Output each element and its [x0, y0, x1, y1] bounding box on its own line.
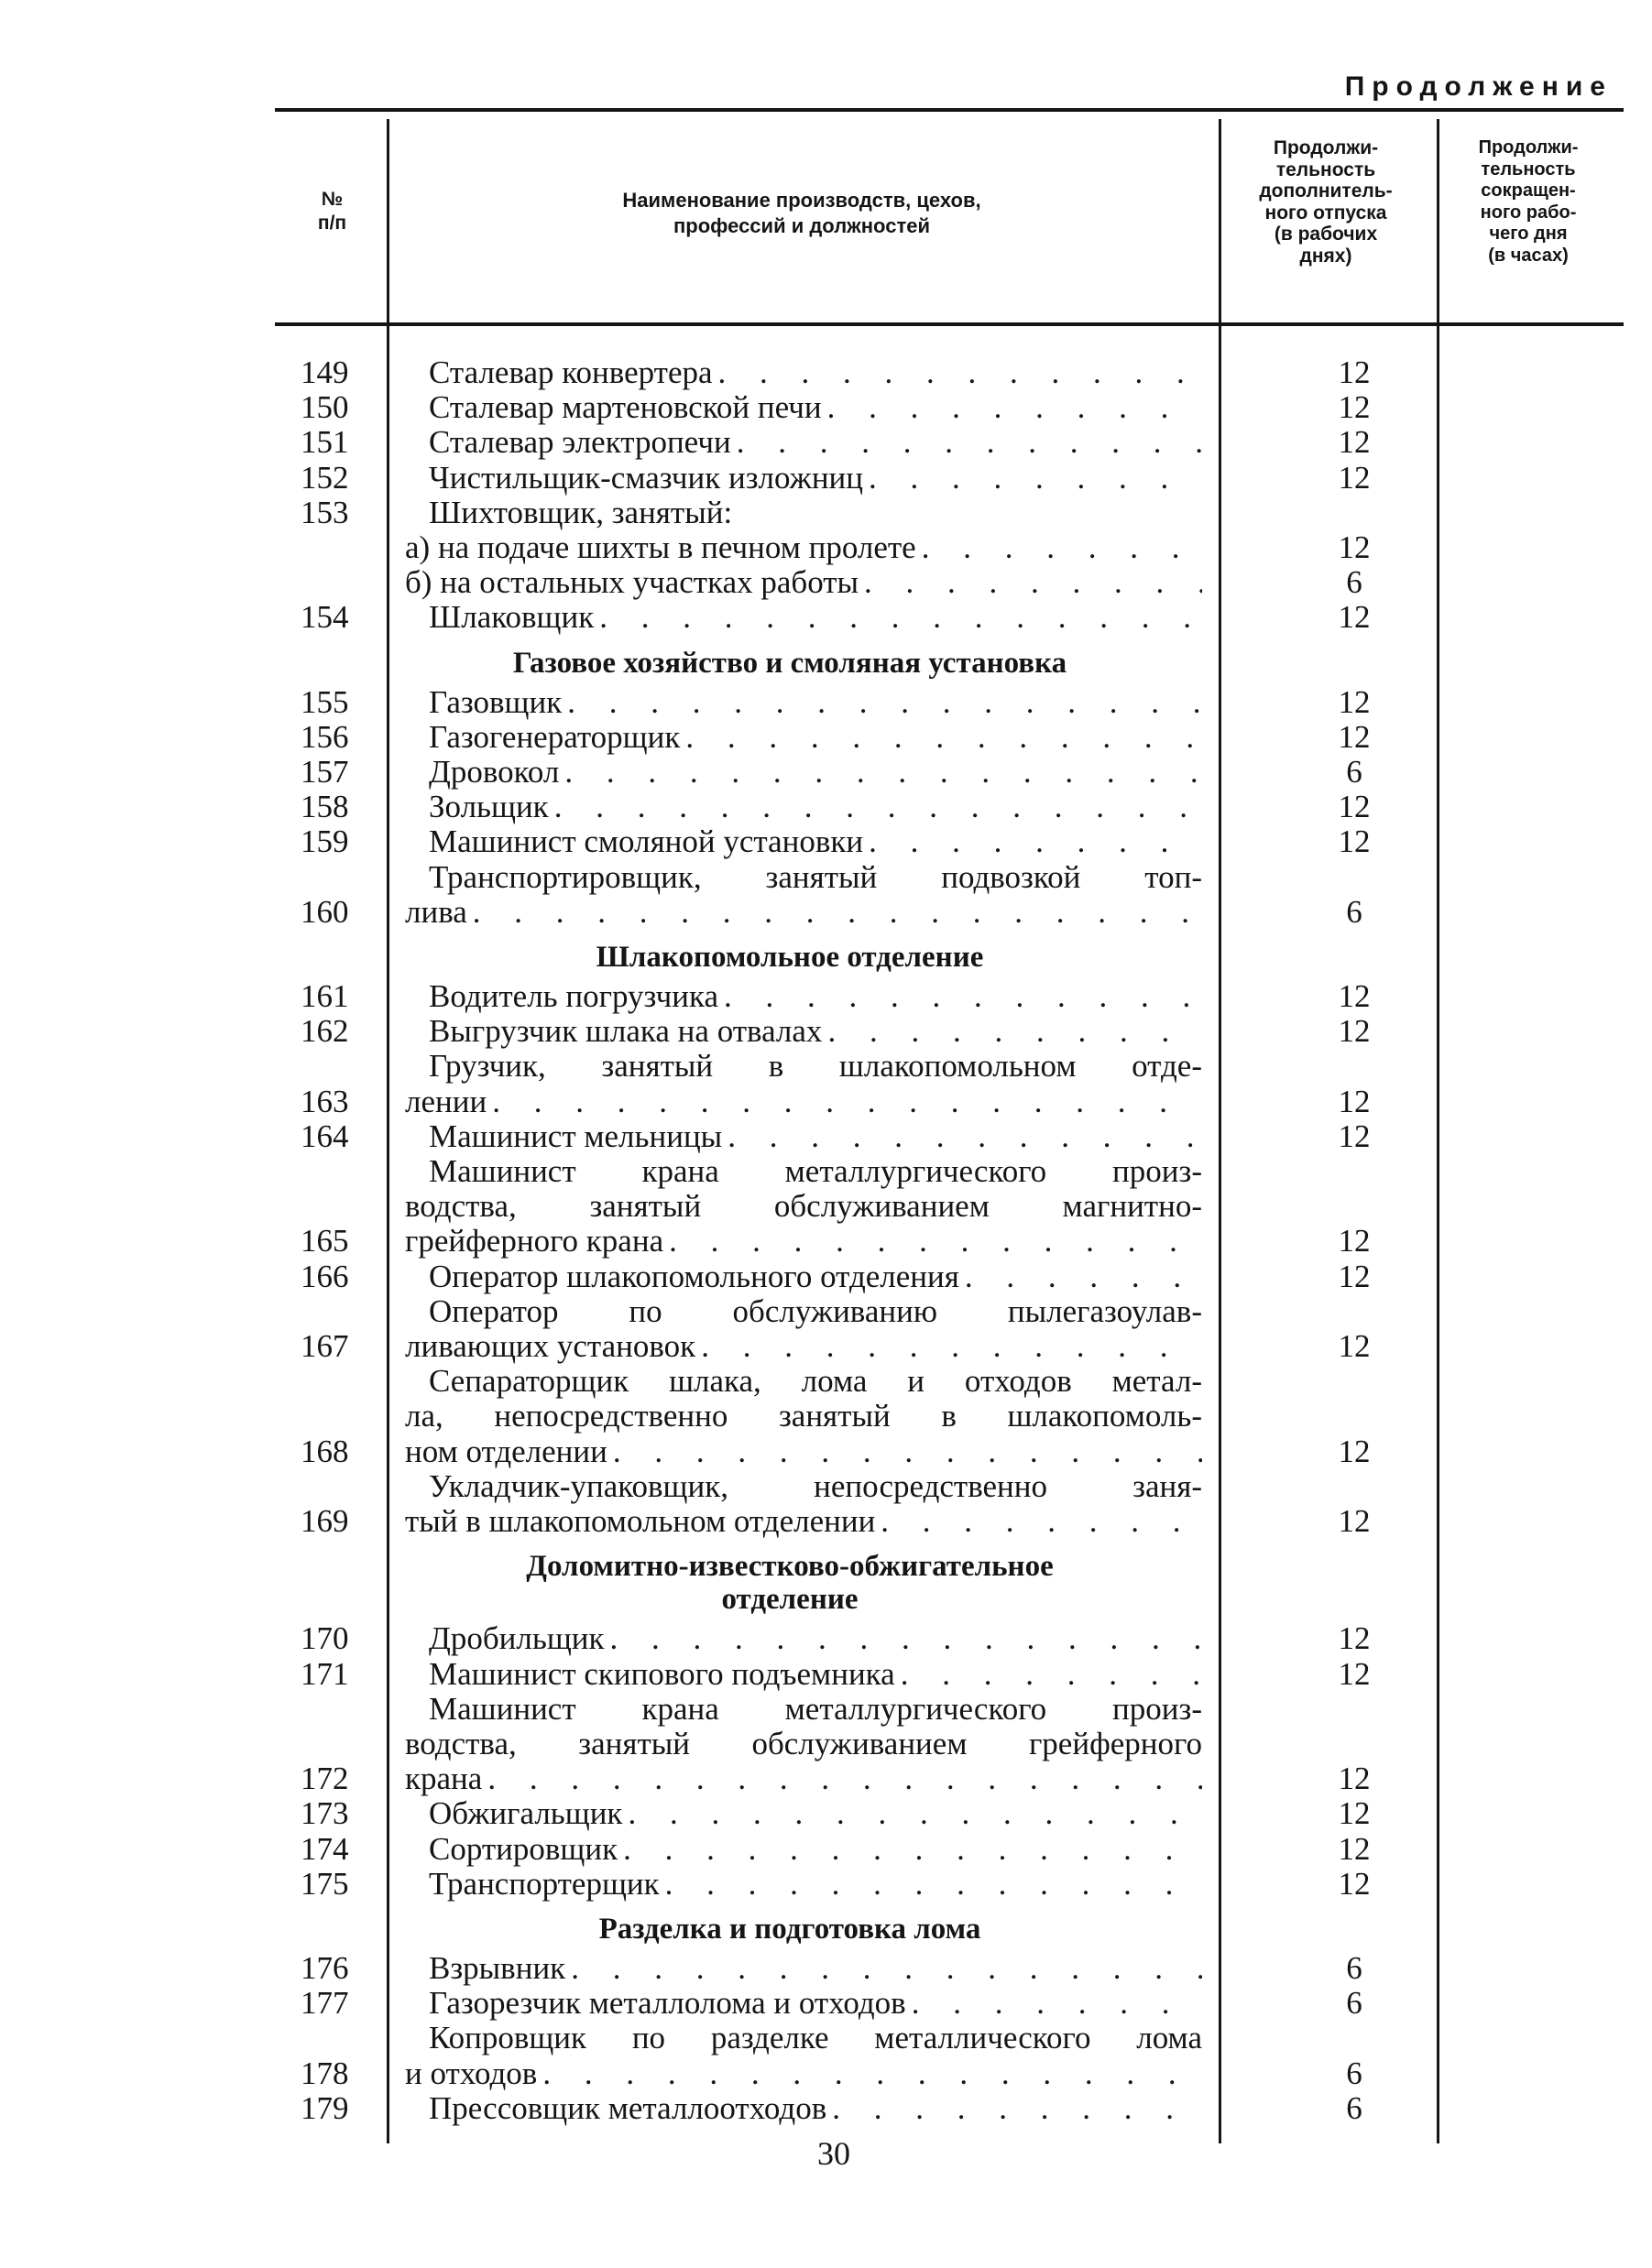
occupation-name-line — [405, 1832, 1202, 1867]
dot-leader — [895, 1657, 1202, 1692]
dot-leader — [680, 720, 1202, 755]
occupation-name-line — [405, 390, 1202, 425]
dot-leader — [863, 824, 1202, 859]
dot-leader — [622, 1796, 1202, 1831]
occupation-name-text: Газогенераторщик — [429, 719, 681, 755]
row-number: 165 — [301, 1223, 349, 1259]
table-row — [275, 1832, 1622, 1867]
row-number: 175 — [301, 1865, 349, 1902]
occupation-name-line — [405, 1951, 1202, 1986]
additional-leave-days: 12 — [1338, 718, 1371, 755]
additional-leave-days: 12 — [1338, 1830, 1371, 1867]
dot-leader — [537, 2056, 1202, 2091]
table-row — [275, 1621, 1622, 1656]
occupation-name-text: тый в шлакопомольном отделении — [405, 1504, 876, 1540]
additional-leave-days: 6 — [1346, 2089, 1362, 2126]
additional-leave-days: 12 — [1338, 1118, 1371, 1154]
occupation-name-text: Выгрузчик шлака на отвалах — [429, 1014, 823, 1050]
occupation-name-text: Водитель погрузчика — [429, 979, 718, 1015]
section-heading-line: Разделка и подготовка лома — [598, 1912, 981, 1946]
occupation-name-line — [405, 1621, 1202, 1656]
header-shortened-day: Продолжи- тельность сокращен- ного рабо- чего дня (в часах) — [1478, 137, 1579, 266]
occupation-name-text: Машинист скипового подъемника — [429, 1656, 895, 1692]
occupation-name — [377, 755, 1202, 790]
row-number: 156 — [301, 718, 349, 755]
section-heading — [377, 1539, 1202, 1621]
dot-leader — [549, 790, 1202, 824]
section-heading — [377, 636, 1202, 685]
occupation-name-text: Взрывник — [429, 1950, 566, 1986]
table-row — [275, 1986, 1622, 2021]
occupation-name-line — [405, 1154, 1202, 1189]
occupation-name — [377, 685, 1202, 720]
occupation-name — [377, 1657, 1202, 1692]
occupation-name-line — [405, 1657, 1202, 1692]
row-number: 176 — [301, 1949, 349, 1986]
row-number: 152 — [301, 459, 349, 496]
occupation-name-text: крана — [405, 1761, 483, 1797]
occupation-name-text: б) на остальных участках работы — [405, 565, 859, 601]
table-row — [275, 685, 1622, 720]
table-row — [275, 1154, 1622, 1259]
table-row — [275, 1049, 1622, 1118]
header-additional-leave: Продолжи- тельность дополнитель- ного отпуска (в рабочих днях) — [1259, 137, 1393, 267]
additional-leave-days: 12 — [1338, 424, 1371, 461]
occupation-name — [377, 860, 1202, 930]
dot-leader — [482, 1761, 1202, 1796]
dot-leader — [618, 1832, 1202, 1867]
occupation-name-text: Дробильщик — [429, 1621, 605, 1657]
occupation-name-line — [405, 1259, 1202, 1294]
dot-leader — [695, 1329, 1202, 1364]
occupation-name-text: а) на подаче шихты в печном пролете — [405, 530, 916, 566]
occupation-name — [377, 1469, 1202, 1539]
occupation-name-text: Грузчик, занятый в шлакопомольном отде- — [429, 1049, 1202, 1085]
occupation-name-text: Обжигальщик — [429, 1796, 623, 1832]
occupation-name-line — [405, 1014, 1202, 1049]
occupation-name-text: Сортировщик — [429, 1831, 618, 1867]
occupation-name-line — [405, 461, 1202, 496]
occupation-name-text: Прессовщик металлоотходов — [429, 2090, 827, 2126]
occupation-name-line — [405, 355, 1202, 390]
occupation-name-line — [405, 2056, 1202, 2091]
occupation-name-text: Шлаковщик — [429, 600, 595, 636]
dot-leader — [607, 1434, 1202, 1469]
occupation-name-text: Оператор шлакопомольного отделения — [429, 1259, 959, 1294]
occupation-name — [377, 979, 1202, 1014]
occupation-name-text: Зольщик — [429, 790, 549, 825]
dot-leader — [859, 565, 1202, 600]
occupation-name — [377, 425, 1202, 460]
row-number: 172 — [301, 1761, 349, 1797]
row-number: 173 — [301, 1795, 349, 1832]
occupation-name-line — [405, 790, 1202, 824]
occupation-name-text: ливающих установок — [405, 1329, 696, 1365]
occupation-name — [377, 790, 1202, 824]
table-row — [275, 790, 1622, 824]
occupation-name-line — [405, 1049, 1202, 1084]
occupation-name — [377, 1832, 1202, 1867]
additional-leave-days: 12 — [1338, 599, 1371, 636]
row-number: 159 — [301, 823, 349, 860]
table-row — [275, 1951, 1622, 1986]
occupation-name-text: Машинист крана металлургического произ- — [429, 1154, 1202, 1190]
section-heading-line: Газовое хозяйство и смоляная установка — [512, 646, 1067, 680]
occupation-name — [377, 824, 1202, 859]
occupation-name — [377, 1294, 1202, 1364]
occupation-name-text: и отходов — [405, 2055, 538, 2091]
occupation-name — [377, 600, 1202, 635]
occupation-name-line — [405, 496, 1202, 530]
additional-leave-days: 12 — [1338, 1795, 1371, 1832]
occupation-name-line — [405, 979, 1202, 1014]
occupation-name-line — [405, 1189, 1202, 1224]
row-number: 153 — [301, 494, 349, 530]
occupation-name — [377, 461, 1202, 496]
dot-leader — [916, 530, 1202, 565]
occupation-name-line — [405, 720, 1202, 755]
occupation-name-line — [405, 1986, 1202, 2021]
row-number: 167 — [301, 1328, 349, 1365]
table-row — [275, 755, 1622, 790]
dot-leader — [826, 2091, 1202, 2126]
occupation-name-text: лива — [405, 894, 467, 930]
occupation-name — [377, 1049, 1202, 1118]
table-row — [275, 1657, 1622, 1692]
occupation-name — [377, 1014, 1202, 1049]
table-row — [275, 2091, 1622, 2126]
row-number: 169 — [301, 1503, 349, 1540]
table-row — [275, 1469, 1622, 1539]
occupation-name-line — [405, 1294, 1202, 1329]
row-number: 155 — [301, 683, 349, 720]
occupation-name — [377, 1154, 1202, 1259]
occupation-name-line — [405, 565, 1202, 600]
table-row — [275, 1796, 1622, 1831]
additional-leave-days: 12 — [1338, 1083, 1371, 1119]
table-row — [275, 1364, 1622, 1469]
occupation-name-text: Чистильщик-смазчик изложниц — [429, 460, 864, 496]
table-body — [275, 355, 1622, 2126]
dot-leader — [660, 1867, 1202, 1902]
additional-leave-days: 12 — [1338, 1328, 1371, 1365]
additional-leave-days: 6 — [1346, 2055, 1362, 2091]
header-bottom-rule — [275, 322, 1624, 326]
occupation-name-text: водства, занятый обслуживанием грейферного — [405, 1726, 1202, 1761]
row-number: 177 — [301, 1985, 349, 2022]
additional-leave-days: 12 — [1338, 1761, 1371, 1797]
occupation-name-text: Газорезчик металлолома и отходов — [429, 1986, 906, 2022]
table-row — [275, 1259, 1622, 1294]
table-row — [275, 496, 1622, 530]
header-number: № п/п — [317, 189, 347, 234]
occupation-name-line — [405, 1364, 1202, 1399]
occupation-name-line — [405, 2021, 1202, 2055]
additional-leave-days: 12 — [1338, 1223, 1371, 1259]
occupation-name-line — [405, 895, 1202, 930]
table-row — [275, 530, 1622, 565]
additional-leave-days: 12 — [1338, 529, 1371, 566]
table-row — [275, 1692, 1622, 1797]
row-number: 161 — [301, 978, 349, 1015]
row-number: 157 — [301, 754, 349, 791]
occupation-name-text: Сепараторщик шлака, лома и отходов метал- — [429, 1364, 1202, 1400]
occupation-name-text: Газовщик — [429, 684, 563, 720]
occupation-name — [377, 496, 1202, 530]
occupation-name-line — [405, 1692, 1202, 1727]
table-row — [275, 425, 1622, 460]
table-row — [275, 979, 1622, 1014]
additional-leave-days: 12 — [1338, 789, 1371, 825]
dot-leader — [731, 425, 1202, 460]
additional-leave-days: 12 — [1338, 1433, 1371, 1469]
row-number: 149 — [301, 354, 349, 390]
occupation-name-text: Укладчик-упаковщик, непосредственно заня- — [429, 1468, 1202, 1504]
row-number: 160 — [301, 893, 349, 930]
section-heading-line: отделение — [721, 1583, 859, 1617]
occupation-name-text: Сталевар конвертера — [429, 355, 713, 390]
row-number: 171 — [301, 1655, 349, 1692]
table-row — [275, 461, 1622, 496]
dot-leader — [718, 979, 1202, 1014]
occupation-name-line — [405, 530, 1202, 565]
row-number: 170 — [301, 1620, 349, 1657]
occupation-name-line — [405, 1399, 1202, 1434]
table-row — [275, 565, 1622, 600]
dot-leader — [822, 1014, 1202, 1049]
occupation-name-line — [405, 1119, 1202, 1154]
table-row — [275, 1294, 1622, 1364]
occupation-name — [377, 2091, 1202, 2126]
row-number: 150 — [301, 389, 349, 426]
occupation-name-line — [405, 1085, 1202, 1119]
dot-leader — [863, 461, 1202, 496]
occupation-name-line — [405, 1224, 1202, 1259]
table-row — [275, 355, 1622, 390]
section-heading-line: Доломитно-известково-обжигательное — [526, 1550, 1054, 1584]
table-row — [275, 600, 1622, 635]
table-row — [275, 824, 1622, 859]
occupation-name-text: водства, занятый обслуживанием магнитно- — [405, 1189, 1202, 1225]
dot-leader — [559, 755, 1202, 790]
occupation-name — [377, 1951, 1202, 1986]
dot-leader — [663, 1224, 1202, 1259]
additional-leave-days: 12 — [1338, 683, 1371, 720]
additional-leave-days: 12 — [1338, 978, 1371, 1015]
occupation-name — [377, 530, 1202, 565]
dot-leader — [562, 685, 1202, 720]
occupation-name-text: Оператор по обслуживанию пылегазоулав- — [429, 1293, 1202, 1329]
occupation-name-line — [405, 1796, 1202, 1831]
occupation-name-line — [405, 425, 1202, 460]
additional-leave-days: 12 — [1338, 389, 1371, 426]
occupation-name-text: Машинист смоляной установки — [429, 824, 864, 860]
occupation-name-text: Машинист крана металлургического произ- — [429, 1691, 1202, 1727]
additional-leave-days: 6 — [1346, 1985, 1362, 2022]
additional-leave-days: 12 — [1338, 1258, 1371, 1294]
occupation-name — [377, 565, 1202, 600]
occupation-name-line — [405, 685, 1202, 720]
occupation-name-line — [405, 755, 1202, 790]
occupation-name-text: ном отделении — [405, 1434, 607, 1469]
row-number: 168 — [301, 1433, 349, 1469]
occupation-name-text: лении — [405, 1084, 487, 1119]
row-number: 178 — [301, 2055, 349, 2091]
occupation-name — [377, 1867, 1202, 1902]
dot-leader — [594, 600, 1202, 635]
additional-leave-days: 6 — [1346, 1949, 1362, 1986]
header-top-rule — [275, 108, 1624, 112]
dot-leader — [605, 1621, 1202, 1656]
occupation-name-line — [405, 600, 1202, 635]
occupation-name-line — [405, 1329, 1202, 1364]
occupation-name — [377, 1364, 1202, 1469]
occupation-name — [377, 1692, 1202, 1797]
occupation-name-text: Шихтовщик, занятый: — [429, 495, 733, 530]
row-number: 164 — [301, 1118, 349, 1154]
table-row — [275, 860, 1622, 930]
row-number: 163 — [301, 1083, 349, 1119]
additional-leave-days: 12 — [1338, 1865, 1371, 1902]
continuation-label: Продолжение — [1344, 71, 1613, 102]
dot-leader — [713, 355, 1202, 390]
row-number: 166 — [301, 1258, 349, 1294]
additional-leave-days: 12 — [1338, 1503, 1371, 1540]
occupation-name — [377, 1119, 1202, 1154]
occupation-name — [377, 1986, 1202, 2021]
occupation-name-line — [405, 1867, 1202, 1902]
dot-leader — [875, 1504, 1202, 1539]
table-row — [275, 1119, 1622, 1154]
row-number: 174 — [301, 1830, 349, 1867]
occupation-name-line — [405, 1469, 1202, 1504]
occupation-name-text: Копровщик по разделке металлического лома — [429, 2021, 1202, 2056]
dot-leader — [467, 895, 1202, 930]
occupation-name-text: грейферного крана — [405, 1224, 664, 1259]
additional-leave-days: 12 — [1338, 1013, 1371, 1050]
table-row — [275, 390, 1622, 425]
occupation-name-line — [405, 860, 1202, 895]
additional-leave-days: 12 — [1338, 823, 1371, 860]
section-heading-line: Шлакопомольное отделение — [596, 941, 984, 975]
additional-leave-days: 6 — [1346, 893, 1362, 930]
occupation-name-line — [405, 1434, 1202, 1469]
dot-leader — [906, 1986, 1202, 2021]
occupation-name-line — [405, 1504, 1202, 1539]
header-name: Наименование производств, цехов, профессий и должностей — [622, 189, 981, 237]
occupation-name-line — [405, 824, 1202, 859]
occupation-name-text: Транспортировщик, занятый подвозкой топ- — [429, 859, 1202, 895]
occupation-name-line — [405, 2091, 1202, 2126]
dot-leader — [487, 1085, 1202, 1119]
occupation-name-text: Сталевар мартеновской печи — [429, 390, 822, 426]
section-heading — [377, 1902, 1202, 1951]
additional-leave-days: 12 — [1338, 1620, 1371, 1657]
occupation-name — [377, 1621, 1202, 1656]
additional-leave-days: 12 — [1338, 1655, 1371, 1692]
page-number: 30 — [817, 2135, 850, 2172]
occupation-name-text: Сталевар электропечи — [429, 425, 731, 461]
table-row — [275, 1014, 1622, 1049]
occupation-name — [377, 720, 1202, 755]
occupation-name — [377, 1796, 1202, 1831]
additional-leave-days: 12 — [1338, 354, 1371, 390]
table-row — [275, 2021, 1622, 2090]
dot-leader — [822, 390, 1202, 425]
row-number: 179 — [301, 2089, 349, 2126]
additional-leave-days: 12 — [1338, 459, 1371, 496]
dot-leader — [565, 1951, 1202, 1986]
row-number: 154 — [301, 599, 349, 636]
occupation-name — [377, 390, 1202, 425]
additional-leave-days: 6 — [1346, 564, 1362, 601]
occupation-name-line — [405, 1761, 1202, 1796]
occupation-name-text: Машинист мельницы — [429, 1118, 723, 1154]
row-number: 162 — [301, 1013, 349, 1050]
occupation-name — [377, 355, 1202, 390]
dot-leader — [959, 1259, 1202, 1294]
occupation-name-line — [405, 1727, 1202, 1761]
additional-leave-days: 6 — [1346, 754, 1362, 791]
dot-leader — [722, 1119, 1202, 1154]
occupation-name — [377, 1259, 1202, 1294]
occupation-name-text: ла, непосредственно занятый в шлакопомоль- — [405, 1399, 1202, 1434]
occupation-name-text: Дровокол — [429, 755, 560, 791]
occupation-name-text: Транспортерщик — [429, 1866, 660, 1902]
table-row — [275, 1867, 1622, 1902]
table-row — [275, 720, 1622, 755]
section-heading — [377, 930, 1202, 979]
row-number: 151 — [301, 424, 349, 461]
occupation-name — [377, 2021, 1202, 2090]
row-number: 158 — [301, 789, 349, 825]
